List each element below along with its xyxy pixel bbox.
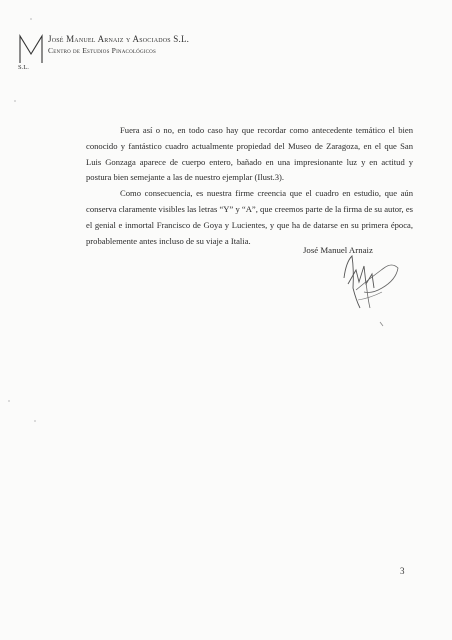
paragraph-2: Como consecuencia, es nuestra firme creencia que el cuadro en estudio, que aún conserva claramente visibles las letras “Y” y “A”, que creemos parte de la firma de su autor, es el genial e inmortal Francisco de Goya y Lucientes, y que ha de datarse en su primera época, probablemente antes incluso de su viaje a Italia. <box>86 188 413 246</box>
logo-sub-text: S.L. <box>18 64 29 70</box>
paragraph-1: Fuera así o no, en todo caso hay que recordar como antecedente temático el bien conocido y fantástico cuadro actualmente propiedad del Museo de Zaragoza, en el que San Luis Gonzaga aparece de cuerpo entero, bañado en una impresionante luz y en actitud y postura bien semejante a las de nuestro ejemplar (Ilust.3). <box>86 125 413 183</box>
scan-speck <box>8 400 10 402</box>
department-name: Centro de Estudios Pinacológicos <box>48 46 156 55</box>
handwritten-signature <box>326 248 406 333</box>
company-logo <box>17 30 45 70</box>
scan-speck <box>14 100 16 102</box>
body-text <box>86 123 413 249</box>
scan-speck <box>30 18 32 20</box>
scan-speck <box>34 420 36 422</box>
letterhead <box>48 33 189 57</box>
company-name: José Manuel Arnaiz y Asociados S.L. <box>48 34 190 44</box>
page-number: 3 <box>400 566 405 576</box>
signature-name: José Manuel Arnaiz <box>303 245 373 255</box>
